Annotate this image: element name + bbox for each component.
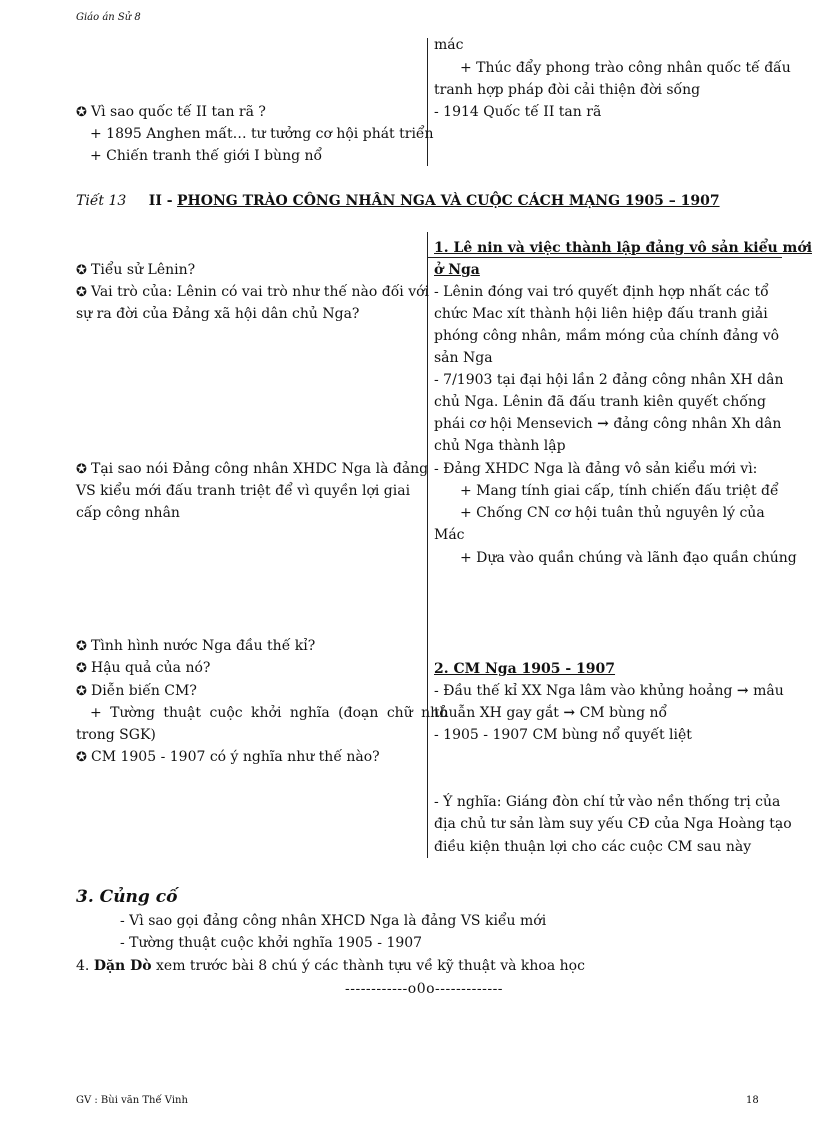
arrow-right-icon: →: [597, 416, 609, 432]
answer-line: sản Nga: [434, 350, 493, 366]
homework-line: 4. Dặn Dò xem trước bài 8 chú ý các thành tựu về kỹ thuật và khoa học: [76, 958, 585, 974]
answer-line: + Chống CN cơ hội tuân thủ nguyên lý của: [460, 505, 765, 521]
section-divider: ------------o0o-------------: [345, 981, 504, 997]
meaning-line: địa chủ tư sản làm suy yếu CĐ của Nga Hoàng tạo: [434, 816, 792, 832]
meaning-line: điều kiện thuận lợi cho các cuộc CM sau này: [434, 839, 752, 855]
question-star-icon: ✪: [76, 285, 87, 300]
consolidate-item: - Tường thuật cuộc khởi nghĩa 1905 - 1907: [120, 935, 423, 951]
question-line: ✪ Vì sao quốc tế II tan rã ?: [76, 101, 266, 124]
left-point: + 1895 Anghen mất… tư tưởng cơ hội phát triển: [90, 126, 434, 142]
question-star-icon: ✪: [76, 684, 87, 699]
question-star-icon: ✪: [76, 462, 87, 477]
question-line: ✪ Hậu quả của nó?: [76, 657, 210, 680]
heading-underline: [427, 257, 782, 258]
column-divider-main: [427, 232, 428, 858]
answer-line: - 7/1903 tại đại hội lần 2 đảng công nhân XH dân: [434, 372, 784, 388]
question-star-icon: ✪: [76, 263, 87, 278]
header-note: Giáo án Sử 8: [76, 12, 141, 23]
part1-heading: 1. Lê nin và việc thành lập đảng vô sản kiểu mới: [434, 240, 813, 256]
question-star-icon: ✪: [76, 661, 87, 676]
question-star-icon: ✪: [76, 639, 87, 654]
column-divider-top: [427, 38, 428, 166]
top-right-line: - 1914 Quốc tế II tan rã: [434, 104, 602, 120]
question-line: ✪ Vai trò của: Lênin có vai trò như thế nào đối với: [76, 281, 429, 304]
meaning-line: - Ý nghĩa: Giáng đòn chí tử vào nền thống trị của: [434, 794, 781, 810]
page-number: 18: [746, 1095, 759, 1106]
question-line: ✪ Tại sao nói Đảng công nhân XHDC Nga là đảng: [76, 458, 428, 481]
answer-line: - Đảng XHDC Nga là đảng vô sản kiểu mới vì:: [434, 461, 758, 477]
question-line: cấp công nhân: [76, 505, 180, 521]
answer-line: - Đầu thế kỉ XX Nga lâm vào khủng hoảng → mâu: [434, 683, 784, 699]
answer-line: + Mang tính giai cấp, tính chiến đấu triệt để: [460, 483, 779, 499]
answer-line: Mác: [434, 527, 465, 543]
question-line: + Tường thuật cuộc khởi nghĩa (đoạn chữ nhỏ: [90, 705, 448, 721]
answer-line: chức Mac xít thành hội liên hiệp đấu tranh giải: [434, 306, 768, 322]
question-line: ✪ Tiểu sử Lênin?: [76, 259, 195, 282]
answer-line: + Dựa vào quần chúng và lãnh đạo quần chúng: [460, 550, 797, 566]
answer-line: - Lênin đóng vai tró quyết định hợp nhất các tổ: [434, 284, 769, 300]
left-point: + Chiến tranh thế giới I bùng nổ: [90, 148, 323, 164]
top-right-line: tranh hợp pháp đòi cải thiện đời sống: [434, 82, 701, 98]
top-right-line: mác: [434, 37, 464, 53]
part1-heading: ở Nga: [434, 262, 480, 278]
answer-line: phóng công nhân, mầm móng của chính đảng vô: [434, 328, 780, 344]
answer-line: phái cơ hội Mensevich → đảng công nhân Xh dân: [434, 416, 782, 432]
consolidate-item: - Vì sao gọi đảng công nhân XHCD Nga là đảng VS kiểu mới: [120, 913, 547, 929]
question-line: VS kiểu mới đấu tranh triệt để vì quyền lợi giai: [76, 483, 411, 499]
answer-line: thuẫn XH gay gắt → CM bùng nổ: [434, 705, 668, 721]
answer-line: - 1905 - 1907 CM bùng nổ quyết liệt: [434, 727, 692, 743]
question-line: ✪ Diễn biến CM?: [76, 680, 197, 703]
question-star-icon: ✪: [76, 105, 87, 120]
question-line: ✪ CM 1905 - 1907 có ý nghĩa như thế nào?: [76, 746, 380, 769]
top-right-line: + Thúc đẩy phong trào công nhân quốc tế đấu: [460, 60, 791, 76]
question-line: ✪ Tình hình nước Nga đầu thế kỉ?: [76, 635, 315, 658]
question-line: sự ra đời của Đảng xã hội dân chủ Nga?: [76, 306, 360, 322]
section-title: Tiết 13 II - PHONG TRÀO CÔNG NHÂN NGA VÀ CUỘC CÁCH MẠNG 1905 – 1907: [76, 193, 720, 209]
question-star-icon: ✪: [76, 750, 87, 765]
part2-heading: 2. CM Nga 1905 - 1907: [434, 661, 616, 677]
footer-author: GV : Bùi văn Thế Vinh: [76, 1095, 188, 1106]
answer-line: chủ Nga. Lênin đã đấu tranh kiên quyết chống: [434, 394, 766, 410]
question-line: trong SGK): [76, 727, 156, 743]
consolidate-heading: 3. Củng cố: [76, 887, 178, 907]
arrow-right-icon: →: [736, 683, 749, 699]
answer-line: chủ Nga thành lập: [434, 438, 566, 454]
arrow-right-icon: →: [563, 705, 576, 721]
